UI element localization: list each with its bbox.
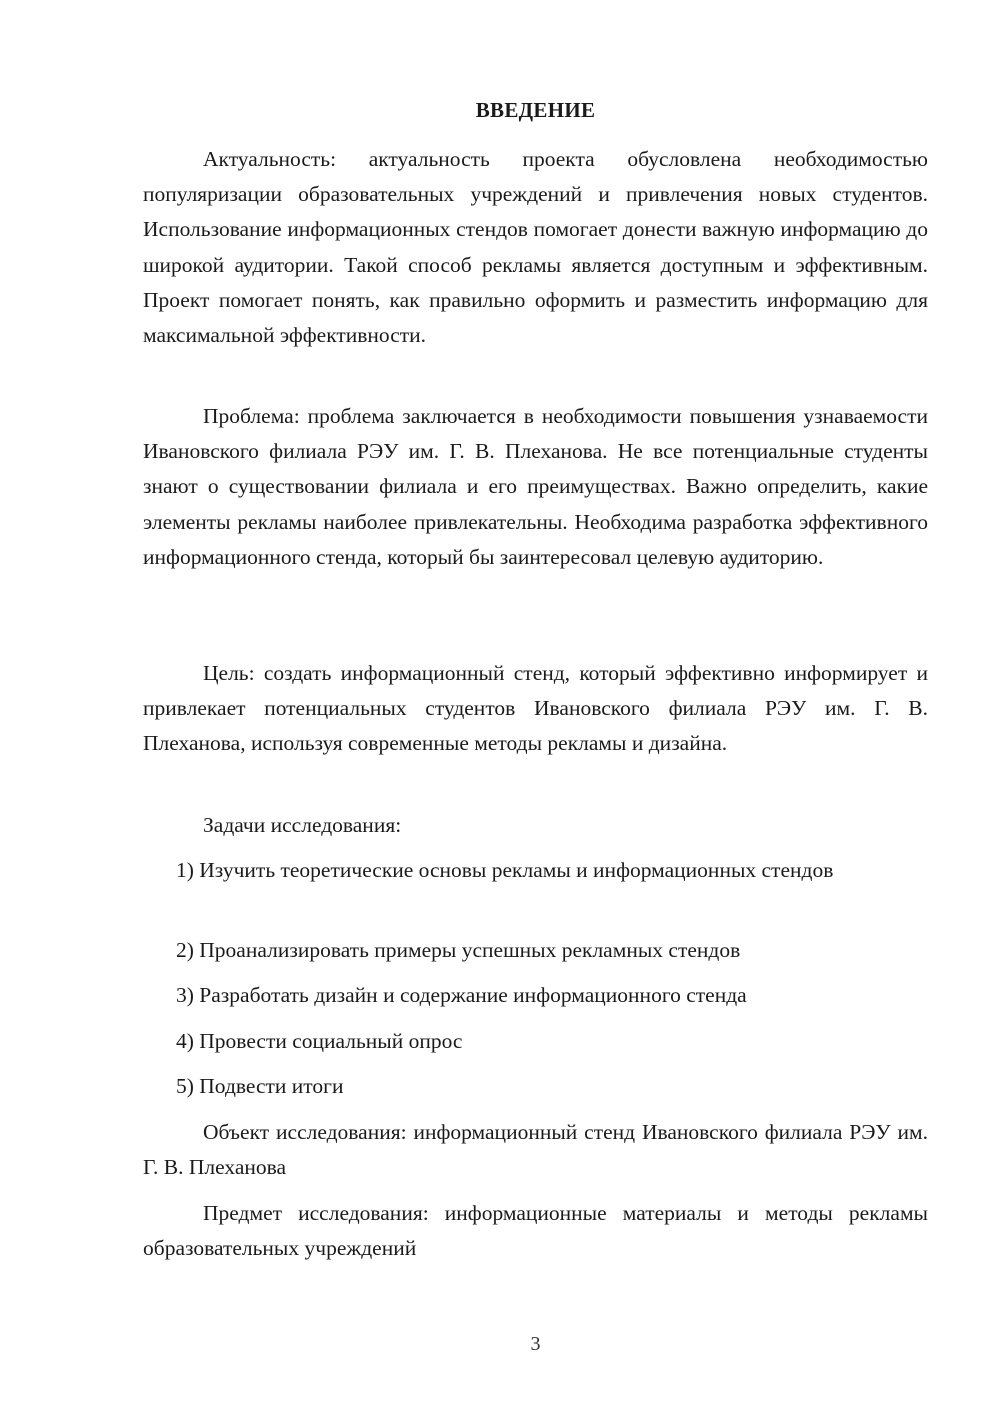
task-item-2: 2) Проанализировать примеры успешных рекламных стендов: [176, 938, 741, 962]
tasks-heading: Задачи исследования:: [203, 813, 402, 837]
page-number: 3: [530, 1333, 541, 1355]
task-item-1: 1) Изучить теоретические основы рекламы и информационных стендов: [176, 858, 834, 882]
relevance-paragraph: Актуальность: актуальность проекта обусловлена необходимостью популяризации образовательных учреждений и привлечения новых студентов. Использование информационных стендов помогает донести важную информацию до широкой аудитории. Такой способ рекламы является доступным и эффективным. Проект помогает понять, как правильно оформить и разместить информацию для максимальной эффективности.: [143, 147, 928, 348]
section-title: ВВЕДЕНИЕ: [475, 98, 596, 122]
problem-paragraph: Проблема: проблема заключается в необходимости повышения узнаваемости Ивановского филиала РЭУ им. Г. В. Плеханова. Не все потенциальные студенты знают о существовании филиала и его преимуществах. Важно определить, какие элементы рекламы наиболее привлекательны. Необходима разработка эффективного информационного стенда, который бы заинтересовал целевую аудиторию.: [143, 404, 928, 569]
task-item-3: 3) Разработать дизайн и содержание информационного стенда: [176, 983, 747, 1007]
goal-paragraph: Цель: создать информационный стенд, который эффективно информирует и привлекает потенциальных студентов Ивановского филиала РЭУ им. Г. В. Плеханова, используя современные методы рекламы и дизайна.: [143, 661, 928, 756]
task-item-4: 4) Провести социальный опрос: [176, 1029, 463, 1053]
object-paragraph: Объект исследования: информационный стенд Ивановского филиала РЭУ им. Г. В. Плеханова: [143, 1120, 928, 1180]
task-item-5: 5) Подвести итоги: [176, 1074, 344, 1098]
subject-paragraph: Предмет исследования: информационные материалы и методы рекламы образовательных учреждений: [143, 1201, 928, 1261]
